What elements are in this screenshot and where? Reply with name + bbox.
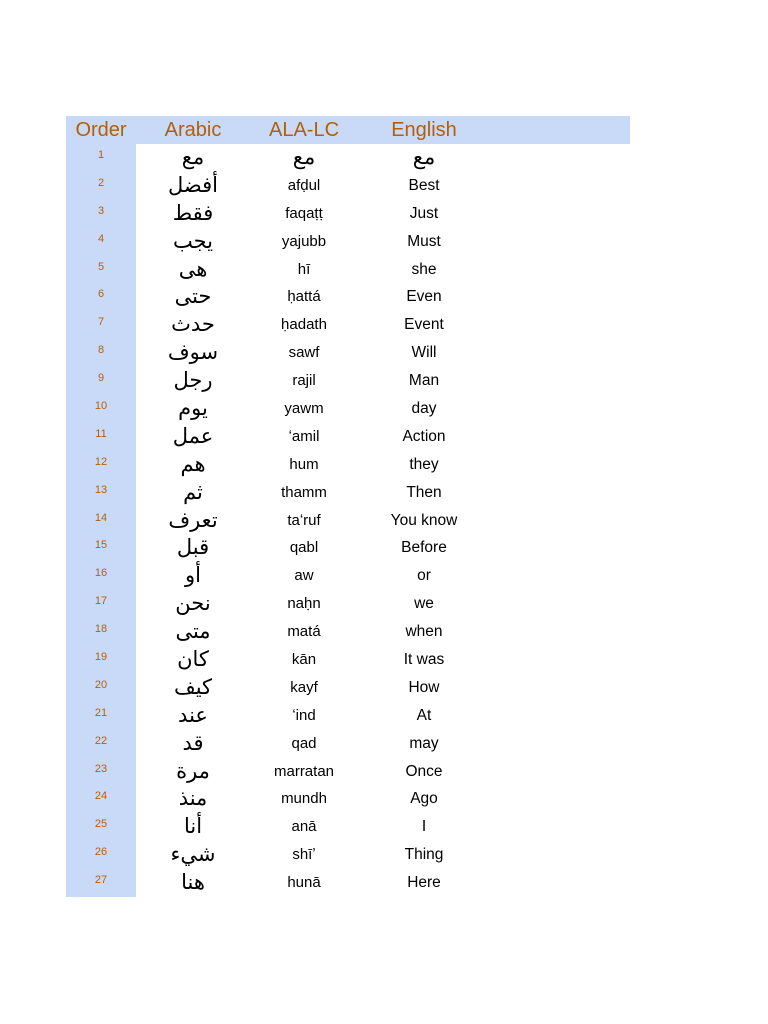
header-english: English (391, 119, 457, 141)
order-cell: 9 (66, 367, 136, 395)
alalc-cell: marratan (273, 762, 335, 780)
english-cell: مع (412, 145, 436, 169)
alalc-cell: hum (289, 455, 319, 473)
alalc-cell: ḥadath (281, 316, 327, 334)
english-cell: Here (407, 874, 441, 892)
english-cell: Thing (404, 846, 444, 864)
alalc-cell: hunā (287, 874, 321, 892)
arabic-cell: عمل (172, 423, 214, 448)
english-cell: Event (404, 316, 444, 334)
english-cell: they (409, 455, 439, 473)
table-row (66, 618, 630, 646)
order-cell: 19 (66, 646, 136, 674)
table-row (66, 144, 630, 172)
alalc-cell: مع (292, 145, 316, 169)
arabic-cell: قبل (176, 535, 210, 560)
arabic-cell: نحن (175, 591, 211, 616)
arabic-cell: حدث (171, 312, 215, 337)
order-cell: 2 (66, 172, 136, 200)
english-cell: Will (411, 344, 437, 362)
alalc-cell: naḥn (287, 595, 321, 613)
order-cell: 10 (66, 395, 136, 423)
table-row (66, 674, 630, 702)
arabic-cell: متى (175, 619, 211, 644)
arabic-cell: مع (181, 145, 205, 169)
order-cell: 6 (66, 283, 136, 311)
table-row (66, 730, 630, 758)
order-cell: 7 (66, 311, 136, 339)
alalc-cell: taʻruf (287, 511, 321, 529)
table-row (66, 311, 630, 339)
table-row (66, 785, 630, 813)
arabic-cell: فقط (172, 200, 214, 225)
order-cell: 26 (66, 841, 136, 869)
alalc-cell: thamm (281, 483, 327, 501)
header-alalc: ALA-LC (268, 119, 340, 141)
arabic-cell: مرة (176, 758, 210, 783)
table-row (66, 702, 630, 730)
table-header (66, 116, 630, 144)
arabic-cell: هنا (181, 870, 205, 895)
alalc-cell: yawm (284, 400, 324, 418)
order-cell: 16 (66, 562, 136, 590)
english-cell: when (405, 623, 443, 641)
order-cell: 8 (66, 339, 136, 367)
alalc-cell: ʻamil (288, 427, 320, 445)
alalc-cell: yajubb (281, 232, 327, 250)
order-cell: 24 (66, 785, 136, 813)
alalc-cell: ḥattá (287, 288, 321, 306)
order-cell: 23 (66, 758, 136, 786)
table-row (66, 172, 630, 200)
order-cell: 3 (66, 200, 136, 228)
english-cell: Then (406, 483, 442, 501)
table-row (66, 813, 630, 841)
vocabulary-table (66, 116, 630, 897)
arabic-cell: هى (178, 256, 208, 281)
alalc-cell: afḍul (287, 176, 321, 194)
table-row (66, 841, 630, 869)
english-cell: Must (407, 232, 441, 250)
table-row (66, 507, 630, 535)
order-cell: 4 (66, 228, 136, 256)
english-cell: It was (403, 651, 445, 669)
english-cell: At (416, 706, 432, 724)
order-cell: 1 (66, 144, 136, 172)
table-row (66, 339, 630, 367)
arabic-cell: كيف (173, 674, 213, 699)
table-row (66, 646, 630, 674)
arabic-cell: حتى (174, 284, 212, 309)
arabic-cell: ثم (183, 479, 203, 504)
alalc-cell: kayf (290, 678, 318, 696)
alalc-cell: rajil (292, 372, 316, 390)
arabic-cell: تعرف (168, 507, 218, 532)
order-cell: 18 (66, 618, 136, 646)
arabic-cell: قد (182, 730, 204, 755)
order-cell: 12 (66, 451, 136, 479)
alalc-cell: matá (287, 623, 321, 641)
order-cell: 11 (66, 423, 136, 451)
alalc-cell: ʻind (292, 706, 316, 724)
table-row (66, 256, 630, 284)
order-cell: 15 (66, 534, 136, 562)
english-cell: Just (409, 204, 439, 222)
table-row (66, 758, 630, 786)
order-cell: 13 (66, 479, 136, 507)
english-cell: she (411, 260, 437, 278)
alalc-cell: qad (291, 734, 317, 752)
english-cell: Once (405, 762, 443, 780)
order-cell: 21 (66, 702, 136, 730)
table-row (66, 395, 630, 423)
table-row (66, 367, 630, 395)
alalc-cell: sawf (288, 344, 320, 362)
alalc-cell: anā (291, 818, 317, 836)
english-cell: Ago (410, 790, 438, 808)
english-cell: How (408, 678, 440, 696)
order-cell: 5 (66, 256, 136, 284)
english-cell: Even (406, 288, 442, 306)
order-cell: 25 (66, 813, 136, 841)
alalc-cell: shīʼ (292, 846, 316, 864)
arabic-cell: عند (178, 702, 208, 727)
table-row (66, 534, 630, 562)
table-row (66, 228, 630, 256)
order-cell: 20 (66, 674, 136, 702)
english-cell: we (414, 595, 434, 613)
alalc-cell: faqaṭṭ (285, 204, 323, 222)
table-row (66, 562, 630, 590)
alalc-cell: hī (297, 260, 311, 278)
alalc-cell: mundh (281, 790, 327, 808)
arabic-cell: أو (185, 563, 201, 588)
table-row (66, 423, 630, 451)
header-order: Order (75, 119, 127, 141)
table-body (66, 144, 630, 897)
arabic-cell: هم (180, 451, 206, 476)
table-row (66, 200, 630, 228)
english-cell: may (409, 734, 439, 752)
english-cell: Man (408, 372, 440, 390)
alalc-cell: qabl (289, 539, 319, 557)
arabic-cell: منذ (178, 786, 208, 811)
english-cell: I (421, 818, 427, 836)
english-cell: You know (390, 511, 458, 529)
english-cell: Action (402, 427, 446, 445)
order-cell: 22 (66, 730, 136, 758)
table-row (66, 283, 630, 311)
english-cell: Before (401, 539, 447, 557)
english-cell: or (417, 567, 431, 585)
order-cell: 14 (66, 507, 136, 535)
order-cell: 17 (66, 590, 136, 618)
alalc-cell: kān (291, 651, 317, 669)
arabic-cell: شيء (170, 842, 216, 867)
table-row (66, 479, 630, 507)
arabic-cell: أنا (183, 814, 203, 839)
alalc-cell: aw (294, 567, 314, 585)
arabic-cell: يجب (172, 228, 214, 253)
table-row (66, 451, 630, 479)
order-cell: 27 (66, 869, 136, 897)
arabic-cell: رجل (173, 368, 213, 393)
arabic-cell: يوم (178, 396, 208, 421)
header-arabic: Arabic (164, 119, 222, 141)
arabic-cell: سوف (167, 340, 219, 365)
arabic-cell: كان (177, 647, 209, 672)
english-cell: Best (408, 176, 440, 194)
table-row (66, 590, 630, 618)
table-row (66, 869, 630, 897)
arabic-cell: أفضل (168, 172, 218, 197)
english-cell: day (411, 400, 437, 418)
